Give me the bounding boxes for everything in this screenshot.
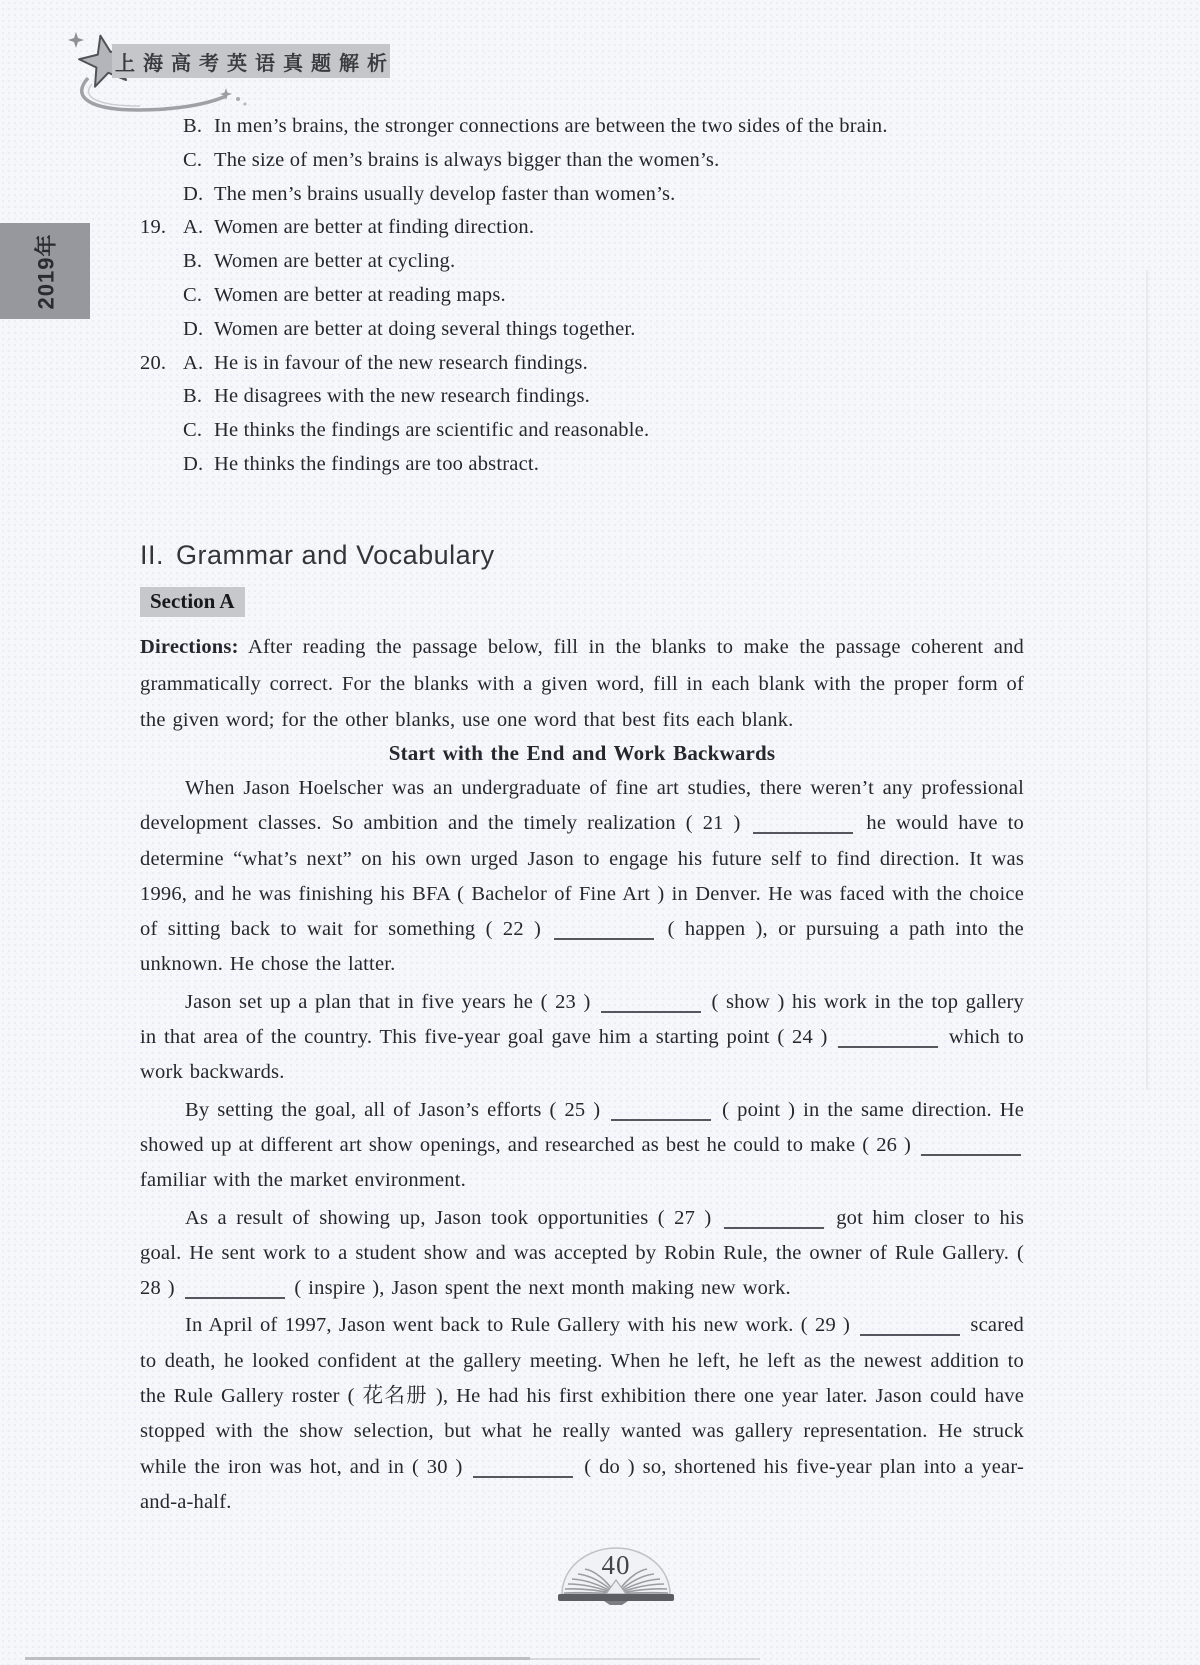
page-number: 40 (601, 1550, 631, 1580)
option-text: He is in favour of the new research findings. (214, 351, 588, 374)
directions-label: Directions: (140, 636, 239, 658)
fill-in-blank (185, 1296, 285, 1299)
passage-text: which to work backwards. (140, 1026, 1024, 1084)
fill-in-blank (838, 1045, 938, 1048)
section-heading (140, 540, 495, 571)
year-tab-2019 (0, 223, 90, 319)
passage-text: ( point ) in the same direction. He showed up at different art show openings, and researched as best he could to make ( 26 ) (140, 1098, 1024, 1156)
passage-text: ( inspire ), Jason spent the next month making new work. (287, 1277, 791, 1300)
fill-in-blank (554, 937, 654, 940)
scan-artifact-line (1146, 270, 1148, 1090)
page-number-ornament (552, 1542, 680, 1606)
option-letter: A. (183, 216, 204, 239)
option-letter: B. (183, 250, 203, 273)
option-text: Women are better at doing several things together. (214, 317, 636, 340)
option-text: In men’s brains, the stronger connections are between the two sides of the brain. (214, 115, 888, 137)
passage-text: ( show ) his work in the top gallery in that area of the country. This five-year goal gave him a starting point ( 24 ) (140, 990, 1024, 1049)
book-title: 上海高考英语真题解析 (115, 52, 395, 75)
option-text: He thinks the findings are too abstract. (214, 452, 540, 475)
passage-paragraph (140, 1093, 1024, 1199)
scan-artifact-line (530, 1658, 760, 1660)
option-letter: C. (183, 419, 203, 442)
option-line (140, 178, 1024, 212)
directions-text: After reading the passage below, fill in the blanks to make the passage coherent and grammatically correct. For the blanks with a given word, fill in each blank with the proper form of the given word; for the other blanks, use one word that best fits each blank. (140, 636, 1024, 731)
option-text: Women are better at cycling. (214, 250, 456, 273)
section-a-label: Section A (140, 587, 245, 617)
option-letter: D. (183, 317, 204, 340)
section-numeral: II. (140, 540, 165, 570)
passage-text: scared to death, he looked confident at the gallery meeting. When he left, he left as the newest addition to the Rule Gallery roster ( 花名册 ), He had his first exhibition there one year later. Jason could have stopped with the show selection, but what he really wanted was gallery representation. He struck while the iron was hot, and in ( 30 ) (140, 1314, 1024, 1478)
passage-text: he would have to determine “what’s next” on his own urged Jason to engage his future self to find direction. It was 1996, and he was finishing his BFA ( Bachelor of Fine Art ) in Denver. He was faced with the choice of sitting back to wait for something ( 22 ) (140, 812, 1024, 941)
passage-text: In April of 1997, Jason went back to Rule Gallery with his new work. ( 29 ) (185, 1314, 858, 1337)
passage-paragraph (140, 1308, 1024, 1520)
listening-options-list (140, 110, 1024, 482)
passage-paragraph (140, 771, 1024, 983)
option-line (140, 313, 1024, 347)
option-line (140, 347, 1024, 381)
fill-in-blank (724, 1226, 824, 1229)
option-line (140, 144, 1024, 178)
passage-text: As a result of showing up, Jason took opportunities ( 27 ) (185, 1206, 721, 1229)
option-line (140, 448, 1024, 482)
option-letter: D. (183, 182, 204, 205)
option-line (140, 279, 1024, 313)
option-text: The men’s brains usually develop faster than women’s. (214, 182, 676, 205)
passage-text: ( do ) so, shortened his five-year plan into a year-and-a-half. (140, 1455, 1024, 1513)
scan-artifact-line (25, 1657, 530, 1660)
passage-text: By setting the goal, all of Jason’s efforts ( 25 ) (185, 1098, 609, 1121)
option-text: He thinks the findings are scientific and reasonable. (214, 419, 650, 442)
passage-text: Jason set up a plan that in five years he ( 23 ) (185, 990, 598, 1013)
passage-text: ( happen ), or pursuing a path into the unknown. He chose the latter. (140, 918, 1024, 976)
year-tab-label: 2019年 (33, 233, 59, 309)
cloze-passage (140, 735, 1024, 1522)
option-line (140, 245, 1024, 279)
option-letter: C. (183, 148, 203, 171)
option-line (140, 414, 1024, 448)
passage-paragraph (140, 1201, 1024, 1307)
fill-in-blank (753, 831, 853, 834)
passage-text: familiar with the market environment. (140, 1169, 466, 1192)
option-letter: B. (183, 385, 203, 408)
fill-in-blank (611, 1118, 711, 1121)
passage-text: When Jason Hoelscher was an undergraduate of fine art studies, there weren’t any professional development classes. So ambition and the timely realization ( 21 ) (140, 777, 1024, 835)
option-letter: C. (183, 283, 203, 306)
passage-paragraph (140, 985, 1024, 1091)
option-line (140, 380, 1024, 414)
passage-title: Start with the End and Work Backwards (388, 741, 776, 765)
option-letter: D. (183, 452, 204, 475)
fill-in-blank (601, 1010, 701, 1013)
option-text: Women are better at reading maps. (214, 283, 506, 306)
section-title: Grammar and Vocabulary (176, 540, 495, 570)
directions-paragraph (140, 629, 1024, 739)
question-number: 19. (140, 216, 167, 239)
option-line (140, 211, 1024, 245)
option-letter: B. (183, 115, 203, 137)
question-number: 20. (140, 351, 167, 374)
option-text: Women are better at finding direction. (214, 216, 535, 239)
fill-in-blank (860, 1333, 960, 1336)
page-content (140, 0, 1024, 1665)
passage-text: got him closer to his goal. He sent work to a student show and was accepted by Robin Rule, the owner of Rule Gallery. ( 28 ) (140, 1206, 1024, 1300)
fill-in-blank (473, 1475, 573, 1478)
option-letter: A. (183, 351, 204, 374)
option-text: The size of men’s brains is always bigger than the women’s. (214, 148, 720, 171)
option-text: He disagrees with the new research findings. (214, 385, 590, 408)
fill-in-blank (921, 1153, 1021, 1156)
option-line (140, 110, 1024, 144)
